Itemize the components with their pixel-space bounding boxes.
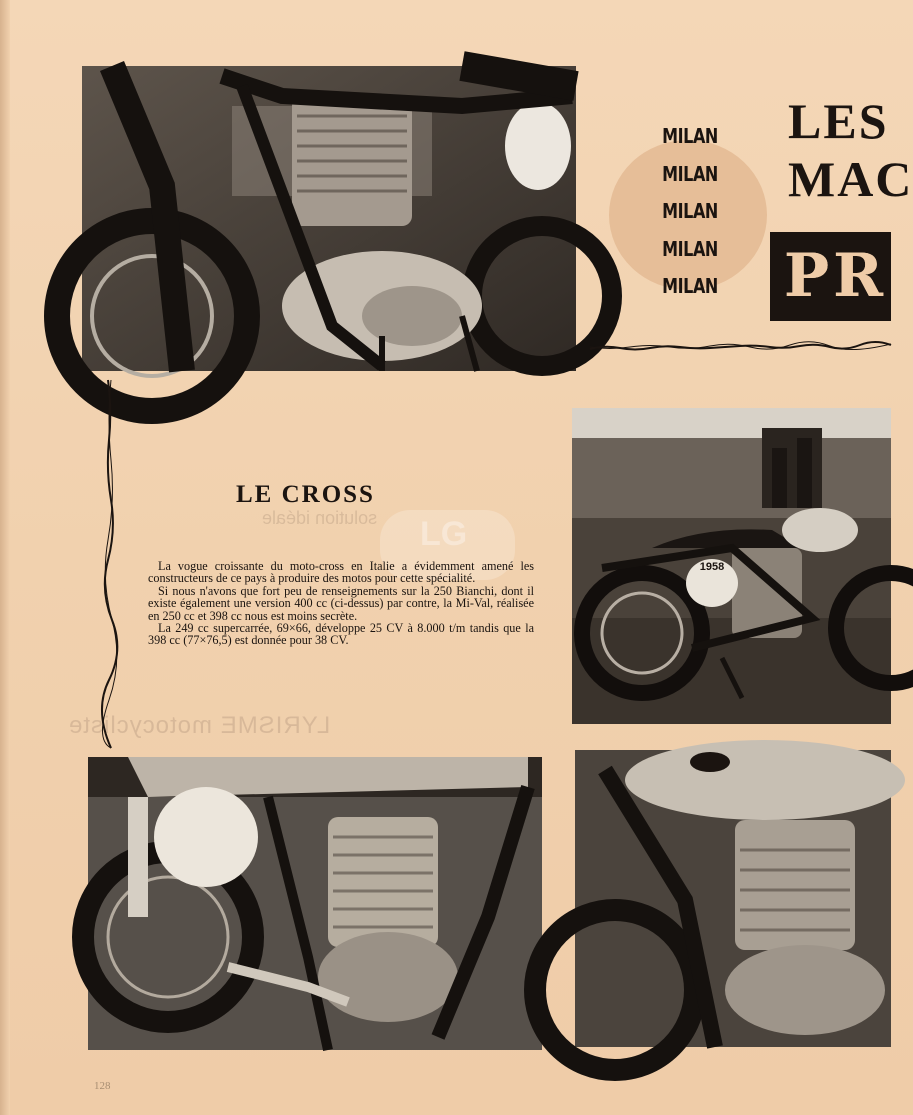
page-edge xyxy=(0,0,10,1115)
article-paragraph: Si nous n'avons que fort peu de renseignements sur la 250 Bianchi, dont il existe également une version 400 cc (ci-dessus) par contre, la Mi-Val, réalisée en 250 cc et 398 cc nous est moins secrète. xyxy=(148,583,534,623)
headline-line-2: MAC xyxy=(788,151,913,207)
article-body xyxy=(148,560,534,647)
wavy-divider xyxy=(590,336,891,356)
photo-motorcycle-engine-right xyxy=(575,750,891,1047)
banner-text: PR xyxy=(784,241,887,311)
photo-motorcycle-show xyxy=(572,408,891,724)
vertical-wavy-divider xyxy=(102,380,118,748)
bleed-through-text: LYRISME motocycliste xyxy=(68,712,331,739)
bleed-through-text: solution idéale xyxy=(262,508,378,528)
milan-word: MILAN xyxy=(662,199,718,223)
milan-word: MILAN xyxy=(662,236,718,261)
headline-line-1: LES xyxy=(788,93,889,149)
decorative-banner xyxy=(770,232,891,321)
milan-word: MILAN xyxy=(662,274,718,298)
milan-word: MILAN xyxy=(662,124,718,148)
photo-motorcycle-frame-left xyxy=(88,757,542,1050)
milan-list xyxy=(658,118,722,306)
article-paragraph: La vogue croissante du moto-cross en Italie a évidemment amené les constructeurs de ce pays à produire des motos pour cette spécialité. xyxy=(148,559,534,586)
bleed-through-logo-text: LG xyxy=(420,515,468,553)
photo-motorcycle-engine-top xyxy=(82,66,576,371)
milan-word: MILAN xyxy=(662,161,718,186)
page-headline xyxy=(788,92,913,208)
page-number: 128 xyxy=(94,1080,111,1092)
article-title: LE CROSS xyxy=(236,481,375,508)
race-plate-number: 1958 xyxy=(699,561,725,573)
article-paragraph: La 249 cc supercarrée, 69×66, développe 25 CV à 8.000 t/m tandis que la 398 cc (77×76,5) est donnée pour 38 CV. xyxy=(148,621,534,648)
